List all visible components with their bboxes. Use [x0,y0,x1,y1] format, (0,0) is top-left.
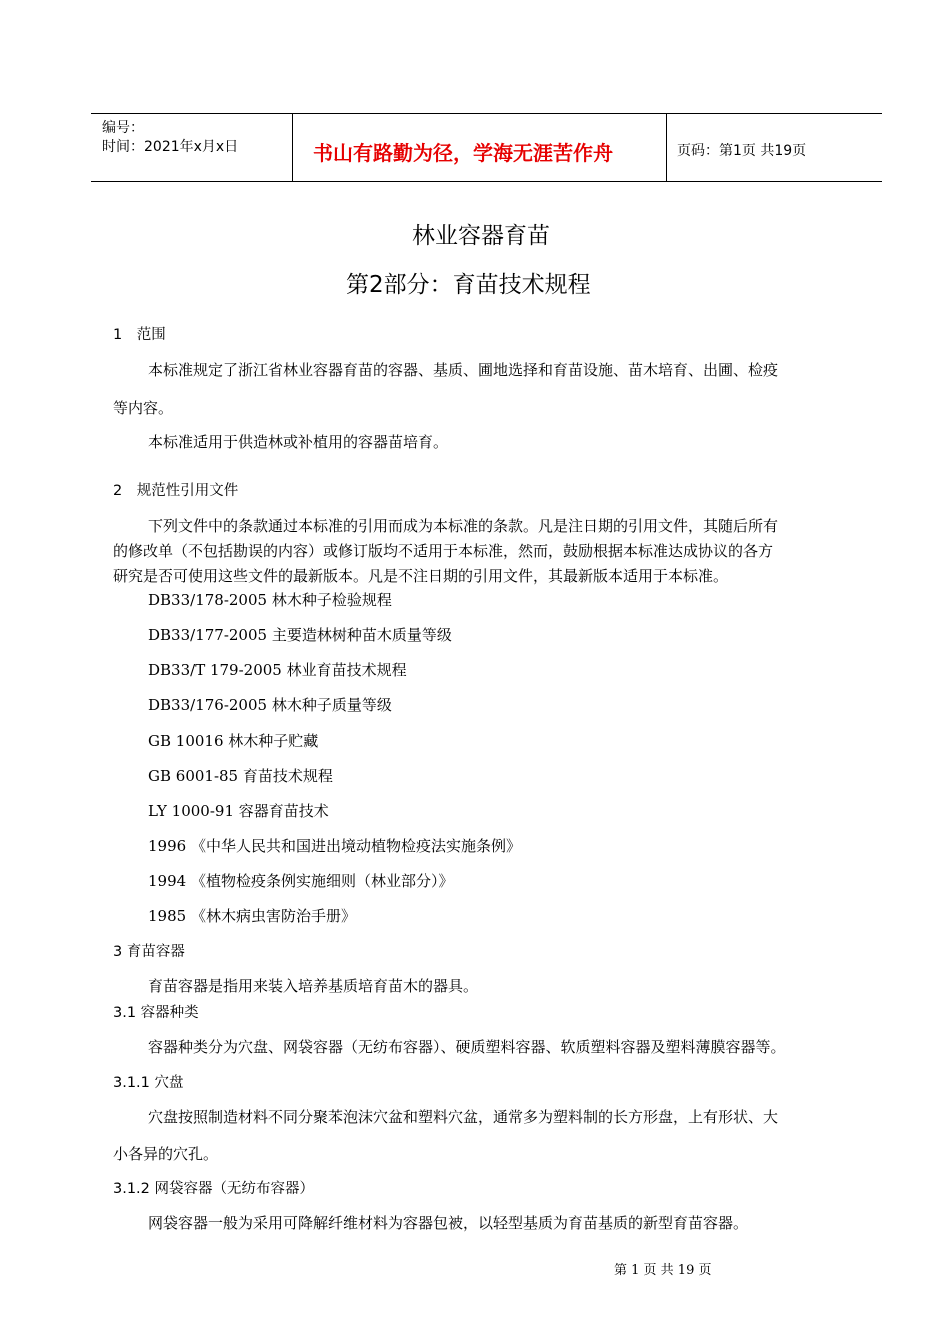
section-1-paragraph-1-line-2: 等内容。 [113,399,174,417]
section-1-heading: 1 范围 [113,327,166,343]
section-3-1-2-heading: 3.1.2 网袋容器（无纺布容器） [113,1181,315,1197]
header-time-label: 时间：2021年x月x日 [102,139,239,155]
section-3-1-2-paragraph: 网袋容器一般为采用可降解纤维材料为容器包被，以轻型基质为育苗基质的新型育苗容器。 [148,1214,749,1232]
header-number-label: 编号： [102,120,144,136]
header-motto: 书山有路勤为径，学海无涯苦作舟 [313,141,613,165]
header-page-label: 页码：第1页 共19页 [677,143,807,159]
section-3-1-1-paragraph-line-2: 小各异的穴孔。 [113,1145,219,1163]
section-1-paragraph-2: 本标准适用于供造林或补植用的容器苗培育。 [148,433,449,451]
header-bottom-border [91,181,882,182]
reference-item: GB 10016 林木种子贮藏 [148,732,319,750]
section-2-heading: 2 规范性引用文件 [113,483,239,499]
section-1-paragraph-1-line-1: 本标准规定了浙江省林业容器育苗的容器、基质、圃地选择和育苗设施、苗木培育、出圃、检疫 [148,361,779,379]
page-footer: 第 1 页 共 19 页 [614,1263,712,1278]
doc-title: 林业容器育苗 [412,223,550,249]
reference-item: GB 6001-85 育苗技术规程 [148,767,333,785]
reference-item: 1996 《中华人民共和国进出境动植物检疫法实施条例》 [148,837,521,855]
section-2-paragraph-line-3: 研究是否可使用这些文件的最新版本。凡是不注日期的引用文件，其最新版本适用于本标准。 [113,567,729,585]
section-2-paragraph-line-2: 的修改单（不包括勘误的内容）或修订版均不适用于本标准，然而，鼓励根据本标准达成协议的各方 [113,542,774,560]
reference-item: LY 1000-91 容器育苗技术 [148,802,329,820]
section-3-heading: 3 育苗容器 [113,944,185,960]
section-3-paragraph: 育苗容器是指用来装入培养基质培育苗木的器具。 [148,977,479,995]
section-2-paragraph-line-1: 下列文件中的条款通过本标准的引用而成为本标准的条款。凡是注日期的引用文件，其随后所有 [148,517,779,535]
reference-item: DB33/178-2005 林木种子检验规程 [148,591,392,609]
section-3-1-1-paragraph-line-1: 穴盘按照制造材料不同分聚苯泡沫穴盆和塑料穴盆，通常多为塑料制的长方形盘，上有形状、大 [148,1108,779,1126]
section-3-1-heading: 3.1 容器种类 [113,1005,199,1021]
header-top-border [91,113,882,114]
section-3-1-paragraph: 容器种类分为穴盘、网袋容器（无纺布容器）、硬质塑料容器、软质塑料容器及塑料薄膜容器等。 [148,1038,786,1056]
reference-item: 1994 《植物检疫条例实施细则（林业部分）》 [148,872,454,890]
reference-item: DB33/T 179-2005 林业育苗技术规程 [148,661,407,679]
reference-item: DB33/176-2005 林木种子质量等级 [148,696,392,714]
reference-item: 1985 《林木病虫害防治手册》 [148,907,356,925]
header-divider-left [292,113,293,181]
section-3-1-1-heading: 3.1.1 穴盘 [113,1075,184,1091]
reference-item: DB33/177-2005 主要造林树种苗木质量等级 [148,626,452,644]
header-divider-right [666,113,667,181]
doc-subtitle: 第2部分：育苗技术规程 [346,272,591,298]
